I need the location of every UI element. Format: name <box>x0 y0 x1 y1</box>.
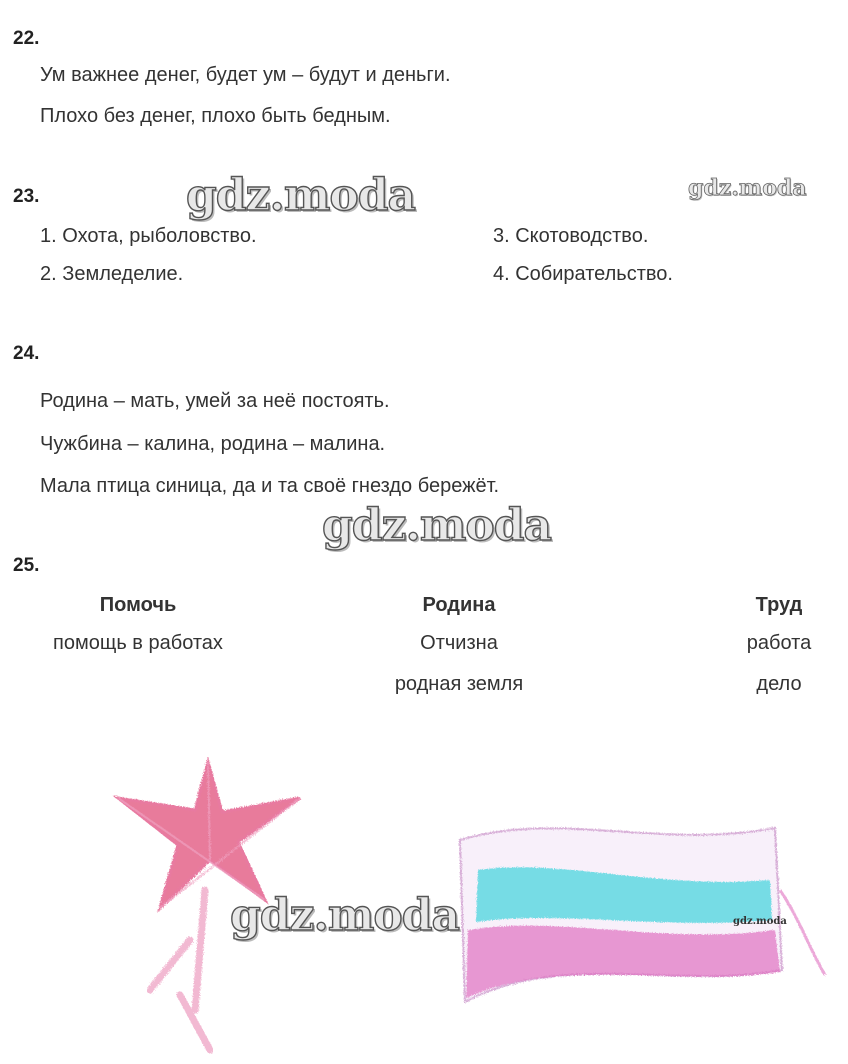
proverb-line: Ум важнее денег, будет ум – будут и деньги. <box>40 64 451 86</box>
star-icon <box>118 762 300 908</box>
task-number-25: 25. <box>13 555 40 576</box>
task-number-23: 23. <box>13 186 40 207</box>
watermark: gdz.moda <box>186 170 416 221</box>
watermark: gdz.moda <box>688 175 807 201</box>
proverb-line: Чужбина – калина, родина – малина. <box>40 433 386 455</box>
answer-item: 4. Собирательство. <box>493 263 673 285</box>
watermark: gdz.moda <box>322 500 552 551</box>
task-number-24: 24. <box>13 343 40 364</box>
column-cell: дело <box>756 673 802 695</box>
column-cell: Отчизна <box>420 632 498 654</box>
column-header-trud: Труд <box>755 594 803 616</box>
flag-icon <box>460 828 825 1002</box>
proverb-line: Родина – мать, умей за неё постоять. <box>40 390 390 412</box>
pole-strokes <box>150 890 210 1050</box>
answer-item: 3. Скотоводство. <box>493 225 649 247</box>
watermark: gdz.moda <box>230 890 460 941</box>
task-number-22: 22. <box>13 28 40 49</box>
column-cell: родная земля <box>394 673 524 695</box>
column-cell: помощь в работах <box>53 632 223 654</box>
answer-item: 1. Охота, рыболовство. <box>40 225 257 247</box>
column-header-pomoch: Помочь <box>99 594 177 616</box>
column-cell: работа <box>746 632 812 654</box>
answer-item: 2. Земледелие. <box>40 263 184 285</box>
proverb-line: Плохо без денег, плохо быть бедным. <box>40 105 391 127</box>
proverb-line: Мала птица синица, да и та своё гнездо бережёт. <box>40 475 500 497</box>
watermark: gdz.moda <box>733 916 787 927</box>
column-header-rodina: Родина <box>422 594 496 616</box>
